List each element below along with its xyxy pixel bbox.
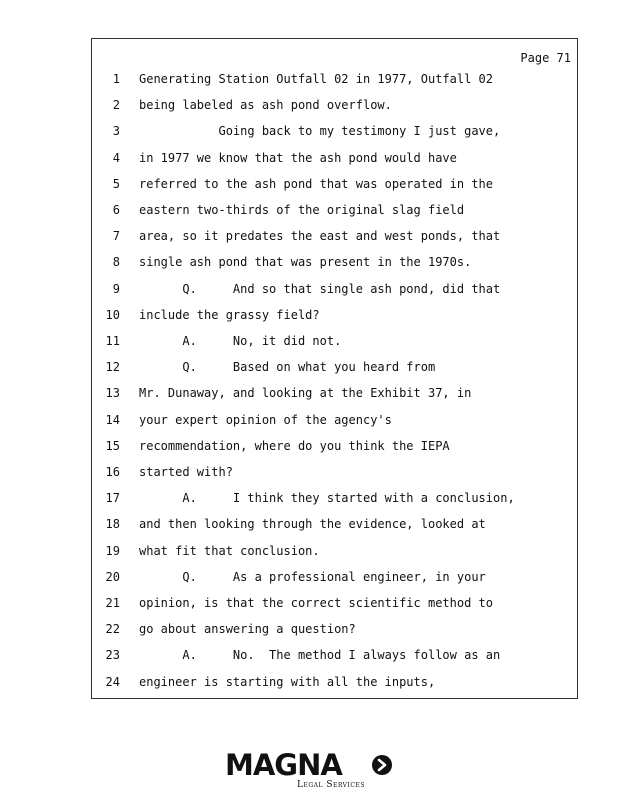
line-number: 7 [112, 229, 120, 244]
line-text: what fit that conclusion. [139, 543, 320, 558]
transcript-line [92, 517, 579, 537]
line-number: 9 [112, 281, 120, 296]
logo-subtitle: Legal Services [297, 780, 365, 790]
line-number: 6 [112, 203, 120, 217]
transcript-line [92, 675, 579, 695]
magna-logo [225, 748, 395, 792]
transcript-line [92, 282, 579, 302]
transcript-line [92, 308, 579, 328]
line-text: A. I think they started with a conclusion, [139, 491, 515, 506]
transcript-line [92, 124, 579, 144]
line-text: Q. And so that single ash pond, did that [139, 281, 501, 296]
line-text: A. No, it did not. [139, 334, 342, 348]
transcript-line [92, 98, 579, 118]
transcript-line [92, 439, 579, 459]
line-text: Generating Station Outfall 02 in 1977, Outfall 02 [139, 72, 494, 86]
line-number: 3 [112, 124, 120, 139]
transcript-line [92, 413, 579, 433]
transcript-line [92, 570, 579, 590]
chevron-right-circle-icon [372, 755, 392, 775]
line-text: include the grassy field? [139, 307, 320, 322]
transcript-line [92, 229, 579, 249]
line-number: 17 [105, 491, 120, 506]
line-text: started with? [139, 465, 233, 479]
line-text: being labeled as ash pond overflow. [139, 98, 392, 113]
line-number: 20 [105, 569, 120, 584]
line-text: engineer is starting with all the inputs, [139, 674, 436, 689]
line-text: single ash pond that was present in the 1970s. [139, 255, 472, 270]
transcript-line [92, 465, 579, 485]
line-number: 1 [112, 72, 120, 86]
line-number: 16 [105, 465, 120, 479]
line-text: area, so it predates the east and west ponds, that [139, 229, 501, 244]
line-number: 10 [105, 307, 120, 322]
line-text: A. No. The method I always follow as an [139, 648, 501, 663]
line-number: 8 [112, 255, 120, 270]
transcript-line [92, 360, 579, 380]
line-number: 14 [105, 412, 120, 427]
transcript-page [91, 38, 578, 699]
line-text: in 1977 we know that the ash pond would have [139, 150, 457, 165]
transcript-line [92, 544, 579, 564]
transcript-line [92, 622, 579, 642]
transcript-line [92, 596, 579, 616]
line-text: Q. Based on what you heard from [139, 360, 436, 375]
line-number: 5 [112, 176, 120, 191]
line-number: 13 [105, 386, 120, 401]
transcript-line [92, 72, 579, 92]
line-number: 22 [105, 622, 120, 637]
line-number: 15 [105, 438, 120, 453]
transcript-line [92, 151, 579, 171]
line-text: Going back to my testimony I just gave, [139, 124, 501, 139]
transcript-line [92, 177, 579, 197]
line-number: 2 [112, 98, 120, 113]
line-number: 23 [105, 648, 120, 663]
transcript-line [92, 255, 579, 275]
line-text: and then looking through the evidence, looked at [139, 517, 486, 532]
transcript-line [92, 203, 579, 223]
line-text: recommendation, where do you think the IEPA [139, 438, 450, 453]
line-number: 24 [105, 674, 120, 689]
line-number: 18 [105, 517, 120, 532]
line-text: eastern two-thirds of the original slag field [139, 203, 465, 217]
line-text: Q. As a professional engineer, in your [139, 569, 486, 584]
transcript-line [92, 386, 579, 406]
transcript-line [92, 648, 579, 668]
line-text: go about answering a question? [139, 622, 356, 637]
transcript-line [92, 491, 579, 511]
line-number: 11 [105, 334, 120, 348]
page-number: Page 71 [520, 51, 571, 65]
line-text: Mr. Dunaway, and looking at the Exhibit 37, in [139, 386, 472, 401]
transcript-line [92, 334, 579, 354]
line-text: your expert opinion of the agency's [139, 412, 392, 427]
line-number: 21 [105, 596, 120, 610]
line-number: 12 [105, 360, 120, 375]
line-text: referred to the ash pond that was operated in the [139, 176, 494, 191]
logo-wordmark: MAGNA [225, 748, 342, 782]
line-text: opinion, is that the correct scientific method to [139, 596, 494, 610]
line-number: 4 [112, 150, 120, 165]
line-number: 19 [105, 543, 120, 558]
